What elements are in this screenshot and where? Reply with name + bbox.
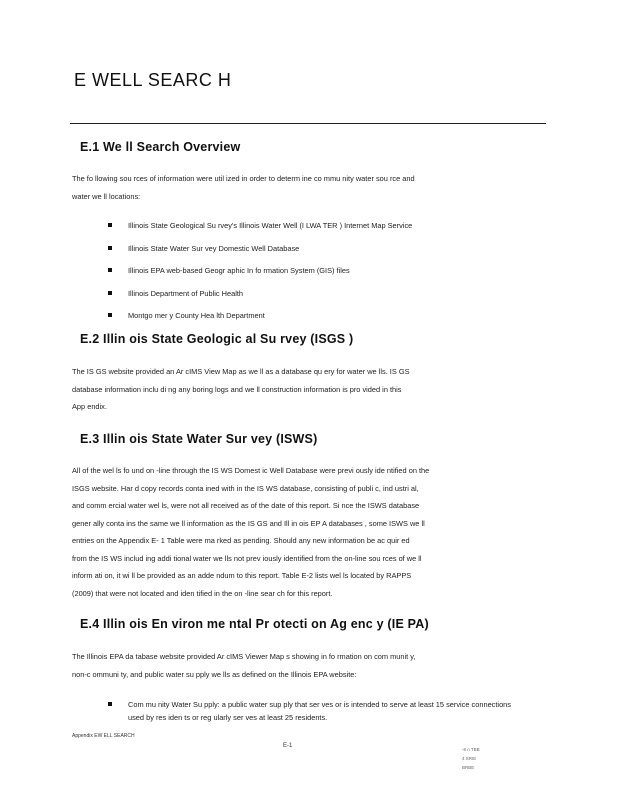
section-e2-paragraph xyxy=(72,363,534,416)
bullet-square-icon xyxy=(108,246,112,250)
list-item-text: Com mu nity Water Su pply: a public water sup ply that ser ves or is intended to serve at least 15 service connections used by res iden ts or reg ularly ser ves at least 25 residents. xyxy=(128,700,511,722)
list-item-text: Montgo mer y County Hea lth Department xyxy=(128,311,265,321)
bullet-square-icon xyxy=(108,702,112,706)
paragraph-line: gener ally conta ins the same we ll information as the IS GS and Ill in ois EP A databases , some ISWS we ll xyxy=(72,518,425,528)
list-item-text: Illinois EPA web-based Geogr aphic In fo rmation System (GIS) files xyxy=(128,266,350,276)
section-e3-paragraph xyxy=(72,462,534,602)
list-item-text: Illinois State Geological Su rvey's Illinois Water Well (I LWA TER ) Internet Map Service xyxy=(128,221,413,230)
section-e4-paragraph xyxy=(72,648,534,683)
bullet-square-icon xyxy=(108,223,112,227)
paragraph-line: ISGS website. Har d copy records conta ined with in the IS WS database, consisting of publi c, ind ustri al, xyxy=(72,483,419,493)
bullet-square-icon xyxy=(108,291,112,295)
section-heading-e1: E.1 We ll Search Overview xyxy=(80,140,241,154)
paragraph-line: entries on the Appendix E- 1 Table were ma rked as pending. Should any new information be ac quir ed xyxy=(72,536,410,545)
bullet-square-icon xyxy=(108,268,112,272)
paragraph-line: The Illinois EPA da tabase website provided Ar cIMS Viewer Map s showing in fo rmation on com munit y, xyxy=(72,652,416,661)
footer-mark-line: BRBE xyxy=(462,765,475,770)
section-heading-e4: E.4 Illin ois En viron me ntal Pr otecti on Ag enc y (IE PA) xyxy=(80,617,429,631)
paragraph-line: and comm ercial water wel ls, were not all received as of the date of this report. Si nce the ISWS database xyxy=(72,501,420,510)
paragraph-line: inform ati on, it wi ll be provided as an adde ndum to this report. Table E-2 lists wel ls located by RAPPS xyxy=(72,571,412,580)
list-item xyxy=(108,309,528,332)
section-heading-e3: E.3 Illin ois State Water Sur vey (ISWS) xyxy=(80,432,318,446)
paragraph-line: The fo llowing sou rces of information were util ized in order to determ ine co mmu nity water sou rce and xyxy=(72,174,415,183)
bullet-square-icon xyxy=(108,313,112,317)
paragraph-line: App endix. xyxy=(72,402,107,411)
list-item xyxy=(108,219,528,242)
list-item xyxy=(108,287,528,310)
title-divider xyxy=(70,123,546,124)
footer-mark xyxy=(462,745,480,772)
paragraph-line: non-c ommuni ty, and public water su pply we lls as defined on the Illinois EPA website: xyxy=(72,669,357,679)
list-item-text: Illinois Department of Public Health xyxy=(128,288,244,298)
list-item xyxy=(108,242,528,265)
paragraph-line: All of the wel ls fo und on -line through the IS WS Domest ic Well Database were previ ously ide ntified on the xyxy=(72,466,430,475)
source-bullet-list xyxy=(108,219,528,332)
page-number: E-1 xyxy=(283,743,293,749)
paragraph-line: (2009) that were not located and iden tified in the on -line sear ch for this report. xyxy=(72,588,333,598)
section-heading-e2: E.2 Illin ois State Geologic al Su rvey (ISGS ) xyxy=(80,332,354,346)
list-item xyxy=(108,698,528,724)
footer-mark-line: -8 n TBB xyxy=(462,747,480,752)
paragraph-line: water we ll locations: xyxy=(72,191,141,201)
list-item xyxy=(108,264,528,287)
paragraph-line: from the IS WS includ ing addi tional water we lls not prev iously identified from the on-line sou rces of we ll xyxy=(72,553,422,563)
document-title: E WELL SEARC H xyxy=(74,70,232,90)
footer-mark-line: 4 SRIE xyxy=(462,756,477,761)
paragraph-line: The IS GS website provided an Ar cIMS View Map as we ll as a database qu ery for water we lls. IS GS xyxy=(72,367,410,376)
list-item-text: Illinois State Water Sur vey Domestic Well Database xyxy=(128,243,300,253)
section-e1-paragraph xyxy=(72,170,534,205)
footer-appendix-label: Appendix EW ELL SEARCH xyxy=(72,733,135,739)
paragraph-line: database information inclu di ng any boring logs and we ll construction information is pro vided in this xyxy=(72,384,402,394)
